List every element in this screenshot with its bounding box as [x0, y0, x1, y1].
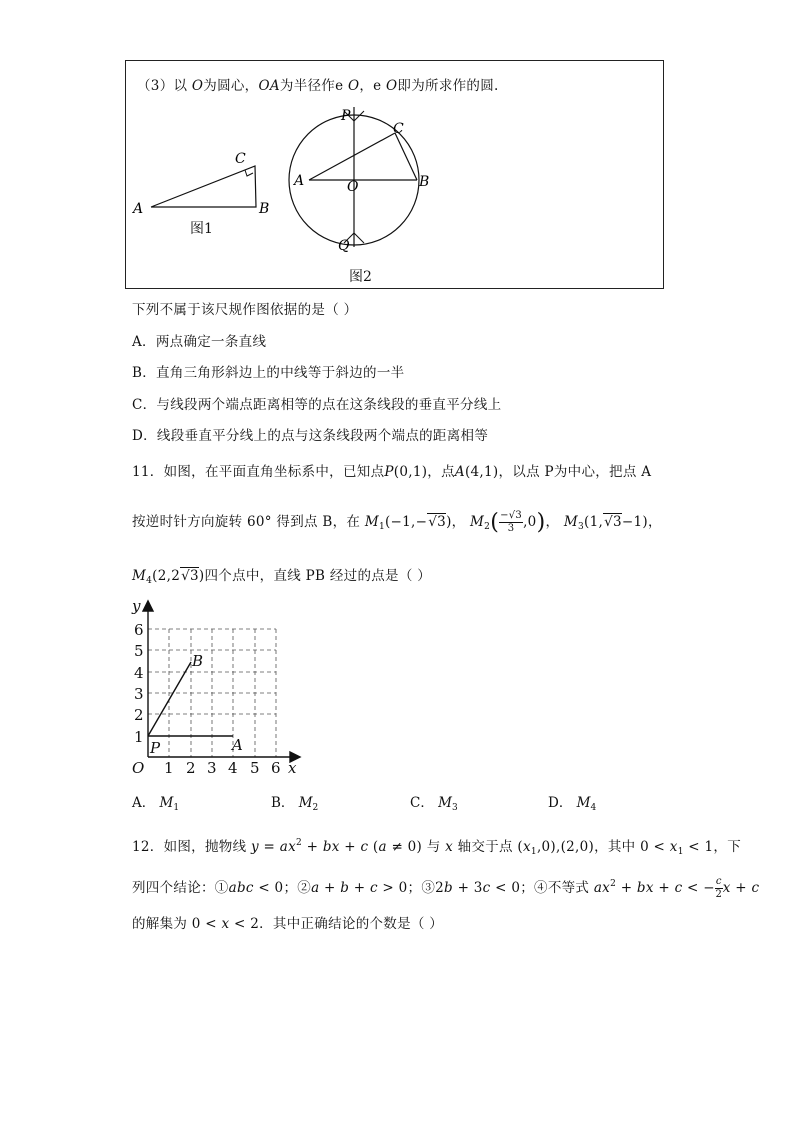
- q11-option-d: D． $M_4$: [548, 795, 597, 813]
- y-tick-4: 4: [134, 664, 144, 682]
- fig1-label-B: B: [259, 201, 270, 217]
- fig2-label-C: C: [393, 121, 404, 137]
- q11-line-3: $M_4(2,2√3)$四个点中，直线 PB 经过的点是（ ）: [132, 568, 432, 586]
- fig1-caption: 图1: [190, 221, 213, 237]
- fig2-label-P: P: [341, 108, 351, 124]
- x-tick-4: 4: [228, 759, 238, 777]
- q12-line-1: 12．如图，抛物线 $y = ax^2$ + bx + c (a ≠ 0) 与 x 轴交于点 $(x_1,0),(2,0)$，其中 $0 < x_1 < 1$，下: [132, 838, 742, 857]
- x-tick-2: 2: [186, 759, 196, 777]
- fig2-label-Q: Q: [338, 238, 350, 254]
- construction-step-text: （3）以 O为圆心，OA为半径作e O，e O即为所求作的圆.: [137, 78, 499, 94]
- x-tick-6: 6: [271, 759, 281, 777]
- q10-option-d: D．线段垂直平分线上的点与这条线段两个端点的距离相等: [132, 428, 489, 444]
- q10-stem: 下列不属于该尺规作图依据的是（ ）: [132, 302, 358, 318]
- q11-line-1: 11．如图，在平面直角坐标系中，已知点P(0,1)，点A(4,1)，以点 P为中心，把点 A: [132, 464, 652, 480]
- q11-line-2: 按逆时针方向旋转 60° 得到点 B，在 $M_1(-1,-√3)$， $M_2$( $\frac{-√3}{3}$ ,0)， $M_3(1,√3-1)$，: [132, 510, 662, 535]
- grid-lines: [148, 629, 276, 757]
- fig1-label-C: C: [235, 151, 246, 167]
- axes: [143, 601, 300, 762]
- y-tick-2: 2: [134, 706, 144, 724]
- q10-option-b: B．直角三角形斜边上的中线等于斜边的一半: [132, 365, 405, 381]
- figure-1-triangle: [151, 166, 256, 207]
- q12-line-2: 列四个结论：①abc < 0；②a + b + c > 0；③2b + 3c < 0；④不等式 $ax^2$ + bx + c < − $\frac{c}{2}$ x + c: [132, 876, 760, 900]
- segments: [148, 662, 233, 736]
- y-tick-3: 3: [134, 685, 144, 703]
- y-axis-label: y: [132, 597, 141, 615]
- q10-option-a: A．两点确定一条直线: [132, 334, 267, 350]
- x-tick-5: 5: [250, 759, 260, 777]
- point-label-P: P: [150, 739, 161, 757]
- y-tick-6: 6: [134, 621, 144, 639]
- x-tick-3: 3: [207, 759, 217, 777]
- point-label-A: A: [232, 736, 243, 754]
- q11-option-c: C． $M_3$: [410, 795, 458, 813]
- x-tick-1: 1: [164, 759, 174, 777]
- fig2-caption: 图2: [349, 269, 372, 285]
- y-tick-1: 1: [134, 728, 144, 746]
- q12-line-3: 的解集为 0 < x < 2．其中正确结论的个数是（ ）: [132, 916, 444, 932]
- point-label-B: B: [192, 652, 204, 670]
- origin-label: O: [132, 759, 145, 777]
- x-axis-label: x: [288, 759, 297, 777]
- q10-option-c: C．与线段两个端点距离相等的点在这条线段的垂直平分线上: [132, 397, 502, 413]
- construction-figures: [125, 60, 664, 289]
- fig2-label-O: O: [347, 179, 359, 195]
- q11-option-b: B． $M_2$: [271, 795, 319, 813]
- y-tick-5: 5: [134, 642, 144, 660]
- fig2-label-B: B: [419, 174, 430, 190]
- coordinate-graph: [128, 596, 308, 778]
- fig2-label-A: A: [294, 173, 305, 189]
- q11-option-a: A． $M_1$: [132, 795, 180, 813]
- fig1-label-A: A: [133, 201, 144, 217]
